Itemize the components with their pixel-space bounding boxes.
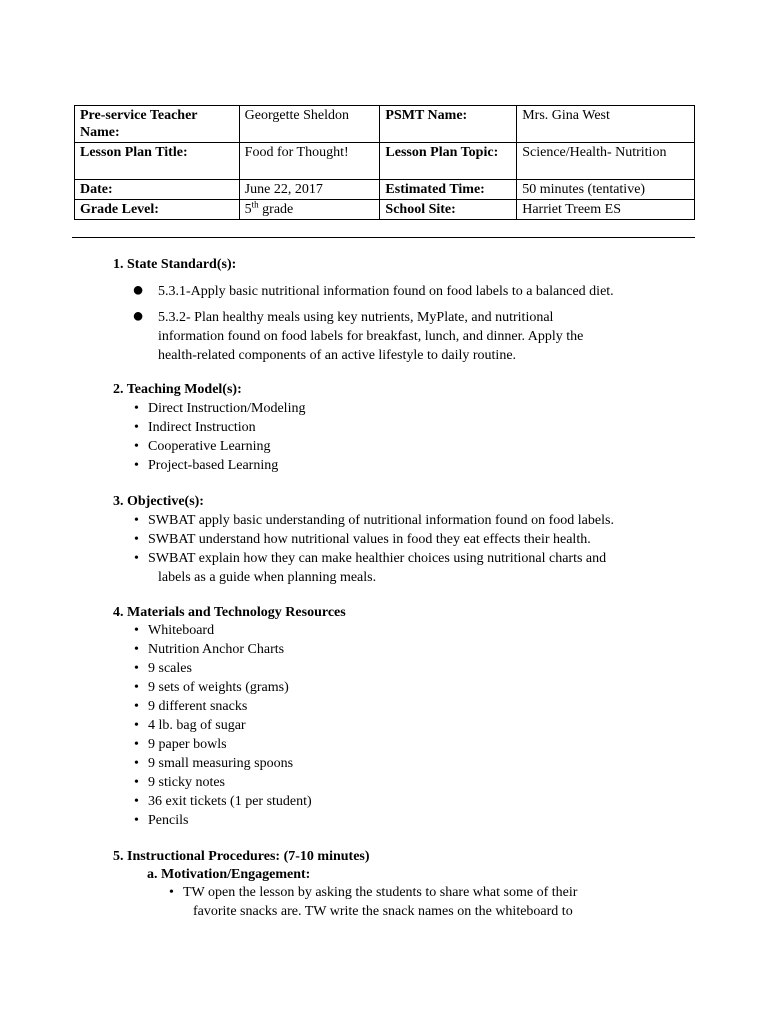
list-item: • Project-based Learning xyxy=(134,458,279,473)
list-item-continuation: favorite snacks are. TW write the snack names on the whiteboard to xyxy=(193,904,573,919)
list-item: • 36 exit tickets (1 per student) xyxy=(134,794,312,809)
list-item: • 9 paper bowls xyxy=(134,737,227,752)
list-item: • Cooperative Learning xyxy=(134,439,271,454)
date-value: June 22, 2017 xyxy=(239,180,380,200)
bullet-icon: • xyxy=(134,532,139,547)
section-title-procedures: 5. Instructional Procedures: (7-10 minutes) xyxy=(113,849,370,864)
objectives-list xyxy=(134,511,614,587)
bullet-icon: • xyxy=(134,718,139,733)
bullet-icon: • xyxy=(169,885,174,900)
date-label: Date: xyxy=(75,180,240,200)
list-item-continuation: health-related components of an active lifestyle to daily routine. xyxy=(158,348,517,363)
teacher-name-value: Georgette Sheldon xyxy=(239,106,380,143)
bullet-icon: • xyxy=(134,401,139,416)
materials-list xyxy=(134,621,312,830)
grade-level-label: Grade Level: xyxy=(75,200,240,220)
estimated-time-value: 50 minutes (tentative) xyxy=(517,180,695,200)
bullet-icon: • xyxy=(134,680,139,695)
grade-suffix: th xyxy=(251,199,259,210)
teaching-models-list xyxy=(134,399,306,475)
list-item: • SWBAT apply basic understanding of nutritional information found on food labels. xyxy=(134,513,614,528)
bullet-icon: • xyxy=(134,439,139,454)
bullet-icon: • xyxy=(134,513,139,528)
lesson-header-table xyxy=(74,105,695,220)
list-item: • 9 sets of weights (grams) xyxy=(134,680,289,695)
bullet-icon: • xyxy=(134,775,139,790)
lesson-title-value: Food for Thought! xyxy=(239,143,380,180)
subsection-title-motivation: a. Motivation/Engagement: xyxy=(147,867,311,882)
bullet-icon: • xyxy=(134,551,139,566)
list-item: • TW open the lesson by asking the students to share what some of their xyxy=(169,885,578,900)
bullet-icon: • xyxy=(134,737,139,752)
list-item: • Whiteboard xyxy=(134,623,215,638)
list-item: ● 5.3.1-Apply basic nutritional information found on food labels to a balanced diet. xyxy=(132,279,614,301)
bullet-icon: • xyxy=(134,794,139,809)
standards-list xyxy=(132,279,614,365)
list-item-continuation: labels as a guide when planning meals. xyxy=(158,570,377,585)
school-site-label: School Site: xyxy=(380,200,517,220)
school-site-value: Harriet Treem ES xyxy=(517,200,695,220)
psmt-name-label: PSMT Name: xyxy=(380,106,517,143)
bullet-icon: • xyxy=(134,813,139,828)
lesson-title-label: Lesson Plan Title: xyxy=(75,143,240,180)
bullet-icon: ● xyxy=(132,305,145,327)
list-item: • SWBAT understand how nutritional values in food they eat effects their health. xyxy=(134,532,591,547)
list-item: • 4 lb. bag of sugar xyxy=(134,718,246,733)
list-item: • 9 small measuring spoons xyxy=(134,756,294,771)
list-item: • Nutrition Anchor Charts xyxy=(134,642,285,657)
lesson-topic-label: Lesson Plan Topic: xyxy=(380,143,517,180)
list-item: • 9 scales xyxy=(134,661,192,676)
list-item: • 9 different snacks xyxy=(134,699,248,714)
list-item: • SWBAT explain how they can make healthier choices using nutritional charts and xyxy=(134,551,607,566)
list-item: ● 5.3.2- Plan healthy meals using key nutrients, MyPlate, and nutritional xyxy=(132,305,554,327)
grade-level-value xyxy=(239,200,380,220)
list-item-continuation: information found on food labels for breakfast, lunch, and dinner. Apply the xyxy=(158,329,584,344)
horizontal-rule xyxy=(72,237,695,238)
teacher-name-label: Pre-service Teacher Name: xyxy=(75,106,240,143)
section-title-materials: 4. Materials and Technology Resources xyxy=(113,605,346,620)
grade-number: 5 xyxy=(244,202,252,217)
list-item: • Pencils xyxy=(134,813,189,828)
bullet-icon: • xyxy=(134,699,139,714)
list-item: • 9 sticky notes xyxy=(134,775,225,790)
section-title-teaching-models: 2. Teaching Model(s): xyxy=(113,382,242,397)
bullet-icon: ● xyxy=(132,279,145,301)
section-title-objectives: 3. Objective(s): xyxy=(113,494,204,509)
bullet-icon: • xyxy=(134,458,139,473)
grade-word: grade xyxy=(258,202,294,217)
bullet-icon: • xyxy=(134,661,139,676)
lesson-topic-value: Science/Health- Nutrition xyxy=(517,143,695,180)
estimated-time-label: Estimated Time: xyxy=(380,180,517,200)
list-item: • Indirect Instruction xyxy=(134,420,256,435)
bullet-icon: • xyxy=(134,756,139,771)
psmt-name-value: Mrs. Gina West xyxy=(517,106,695,143)
bullet-icon: • xyxy=(134,623,139,638)
bullet-icon: • xyxy=(134,642,139,657)
procedures-list xyxy=(169,883,578,921)
section-title-standards: 1. State Standard(s): xyxy=(113,257,237,272)
list-item: • Direct Instruction/Modeling xyxy=(134,401,306,416)
bullet-icon: • xyxy=(134,420,139,435)
